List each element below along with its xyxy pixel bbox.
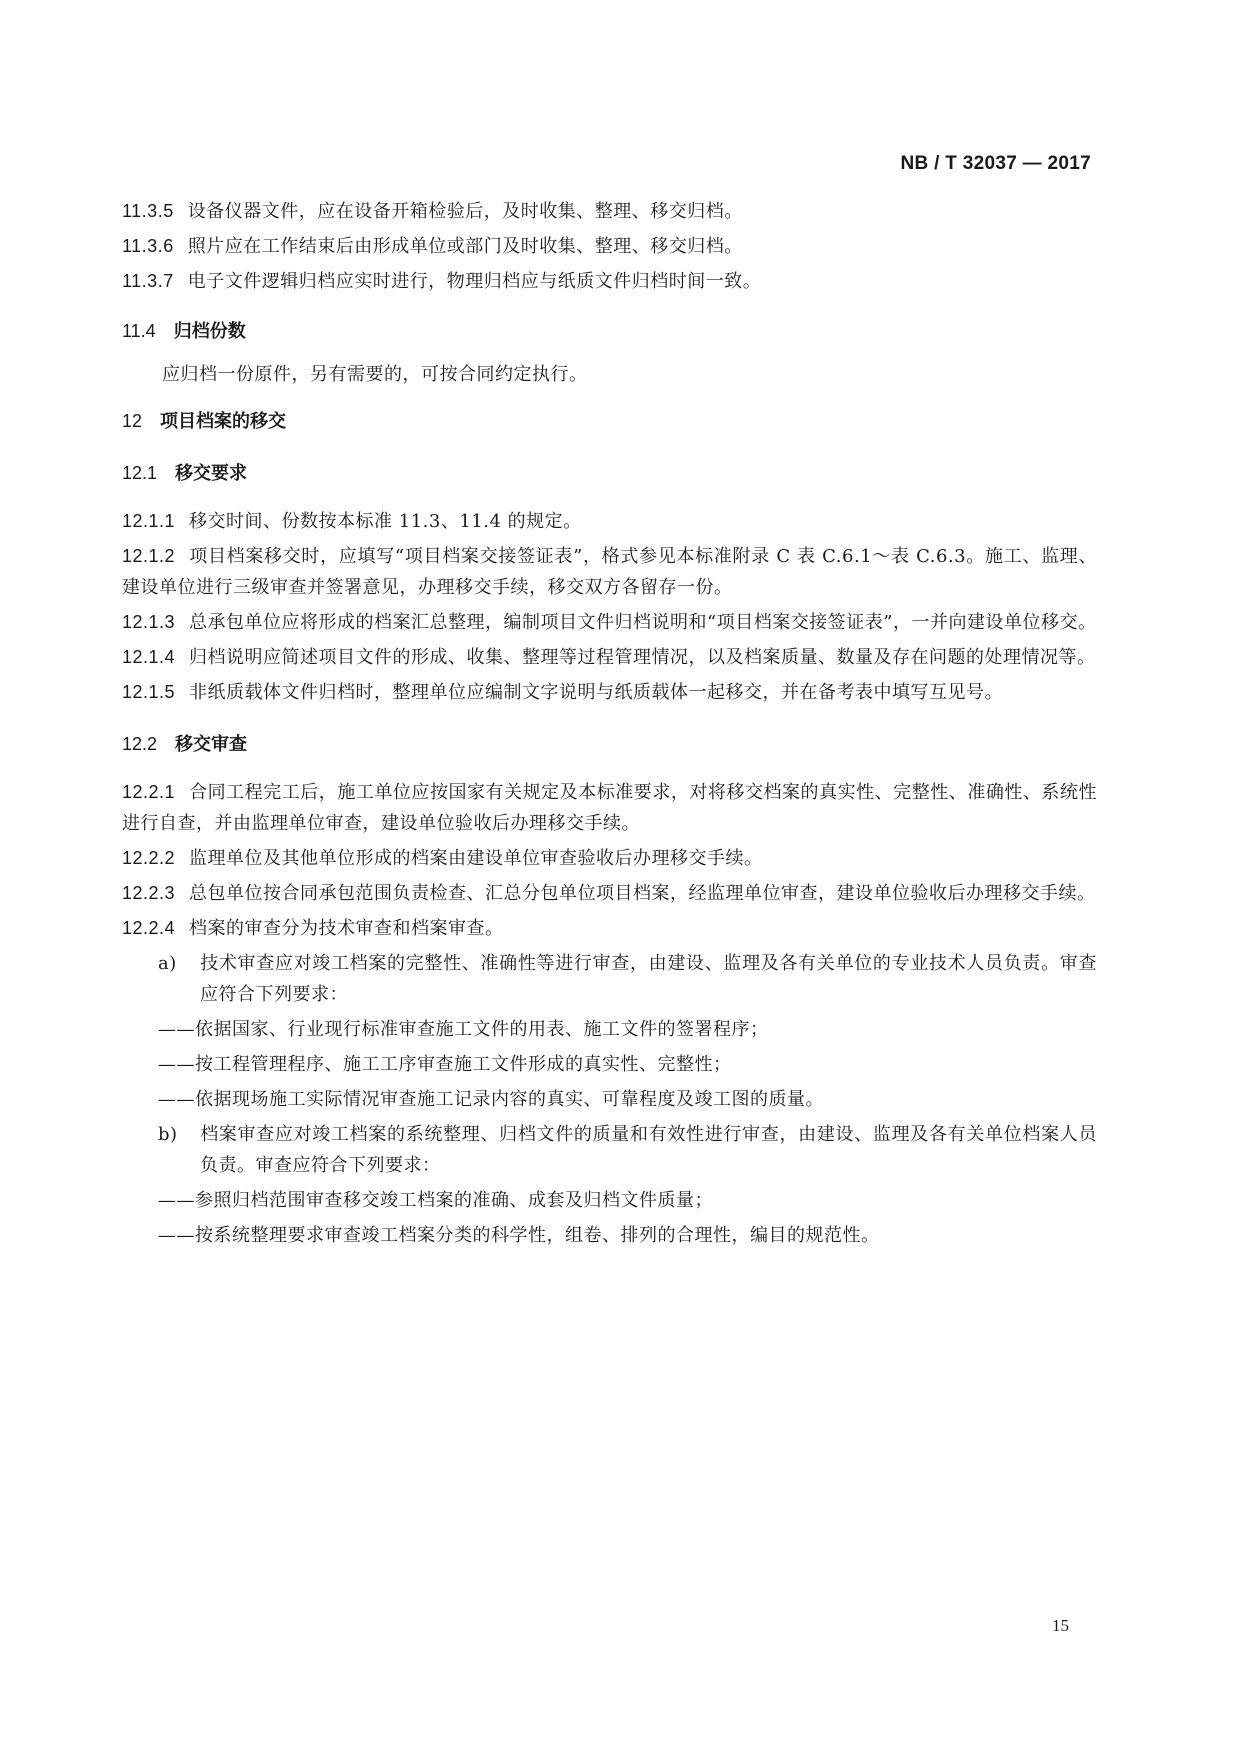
clause-text: 档案的审查分为技术审查和档案审查。 <box>189 918 504 939</box>
list-item-label: b) <box>158 1124 178 1145</box>
list-item-text: 技术审查应对竣工档案的完整性、准确性等进行审查，由建设、监理及各有关单位的专业技术人员负责。审查应符合下列要求： <box>200 953 1097 1005</box>
clause-text: 合同工程完工后，施工单位应按国家有关规定及本标准要求，对将移交档案的真实性、完整性、准确性、系统性进行自查，并由监理单位审查，建设单位验收后办理移交手续。 <box>122 782 1097 834</box>
clause-text: 项目档案移交时，应填写“项目档案交接签证表”，格式参见本标准附录 C 表 C.6.1～表 C.6.3。施工、监理、建设单位进行三级审查并签署意见，办理移交手续，移交双方各留存一份。 <box>122 546 1097 598</box>
chapter-heading-12 <box>122 406 1097 437</box>
chapter-number: 12 <box>122 411 143 431</box>
list-item-a <box>122 948 1097 1010</box>
standard-code-header: NB / T 32037 — 2017 <box>900 153 1091 174</box>
dash-item-a-2: ——按工程管理程序、施工工序审查施工文件形成的真实性、完整性； <box>158 1054 732 1075</box>
clause-text: 电子文件逻辑归档应实时进行，物理归档应与纸质文件归档时间一致。 <box>187 271 762 292</box>
clause-12-1-3 <box>122 607 1097 638</box>
document-body <box>122 196 1097 1251</box>
clause-text: 归档说明应简述项目文件的形成、收集、整理等过程管理情况，以及档案质量、数量及存在问题的处理情况等。 <box>189 647 1096 668</box>
clause-number: 11.3.7 <box>122 271 174 291</box>
section-number: 11.4 <box>122 321 156 341</box>
clause-number: 12.2.4 <box>122 918 176 938</box>
clause-text: 照片应在工作结束后由形成单位或部门及时收集、整理、移交归档。 <box>187 236 743 257</box>
section-heading-12-1 <box>122 458 1097 489</box>
clause-text: 移交时间、份数按本标准 11.3、11.4 的规定。 <box>189 511 582 532</box>
clause-number: 12.1.2 <box>122 546 176 566</box>
clause-11-3-5 <box>122 196 1097 227</box>
clause-text: 总包单位按合同承包范围负责检查、汇总分包单位项目档案，经监理单位审查，建设单位验收后办理移交手续。 <box>189 883 1096 904</box>
clause-text: 监理单位及其他单位形成的档案由建设单位审查验收后办理移交手续。 <box>189 848 763 869</box>
clause-text: 总承包单位应将形成的档案汇总整理，编制项目文件归档说明和“项目档案交接签证表”，一并向建设单位移交。 <box>189 612 1097 633</box>
section-heading-12-2 <box>122 729 1097 760</box>
clause-number: 12.1.1 <box>122 511 176 531</box>
page-number: 15 <box>1052 1616 1069 1635</box>
section-number: 12.2 <box>122 734 158 754</box>
chapter-title: 项目档案的移交 <box>160 411 287 432</box>
section-11-4-paragraph: 应归档一份原件，另有需要的，可按合同约定执行。 <box>162 364 588 385</box>
clause-12-2-3 <box>122 878 1097 909</box>
dash-item-b-2: ——按系统整理要求审查竣工档案分类的科学性，组卷、排列的合理性，编目的规范性。 <box>158 1225 880 1246</box>
section-title: 归档份数 <box>173 321 246 342</box>
list-item-b <box>122 1119 1097 1181</box>
section-title: 移交要求 <box>175 463 248 484</box>
clause-12-1-4 <box>122 642 1097 673</box>
clause-11-3-6 <box>122 231 1097 262</box>
clause-number: 11.3.6 <box>122 236 174 256</box>
clause-12-1-2 <box>122 541 1097 603</box>
section-title: 移交审查 <box>175 734 248 755</box>
clause-12-2-4 <box>122 913 1097 944</box>
dash-item-a-3: ——依据现场施工实际情况审查施工记录内容的真实、可靠程度及竣工图的质量。 <box>158 1089 824 1110</box>
clause-number: 11.3.5 <box>122 201 174 221</box>
clause-number: 12.1.3 <box>122 612 176 632</box>
clause-text: 设备仪器文件，应在设备开箱检验后，及时收集、整理、移交归档。 <box>187 201 743 222</box>
clause-12-1-5 <box>122 677 1097 708</box>
list-item-label: a) <box>158 953 177 974</box>
clause-12-2-2 <box>122 843 1097 874</box>
section-number: 12.1 <box>122 463 158 483</box>
dash-item-a-1: ——依据国家、行业现行标准审查施工文件的用表、施工文件的签署程序； <box>158 1019 769 1040</box>
clause-number: 12.2.1 <box>122 782 176 802</box>
clause-number: 12.2.3 <box>122 883 176 903</box>
list-item-text: 档案审查应对竣工档案的系统整理、归档文件的质量和有效性进行审查，由建设、监理及各有关单位档案人员负责。审查应符合下列要求： <box>200 1124 1097 1176</box>
section-heading-11-4 <box>122 316 1097 347</box>
clause-12-2-1 <box>122 777 1097 839</box>
clause-11-3-7 <box>122 266 1097 297</box>
clause-12-1-1 <box>122 506 1097 537</box>
clause-number: 12.1.4 <box>122 647 176 667</box>
dash-item-b-1: ——参照归档范围审查移交竣工档案的准确、成套及归档文件质量； <box>158 1190 713 1211</box>
clause-number: 12.2.2 <box>122 848 176 868</box>
clause-number: 12.1.5 <box>122 682 176 702</box>
clause-text: 非纸质载体文件归档时，整理单位应编制文字说明与纸质载体一起移交，并在备考表中填写互见号。 <box>189 682 1004 703</box>
